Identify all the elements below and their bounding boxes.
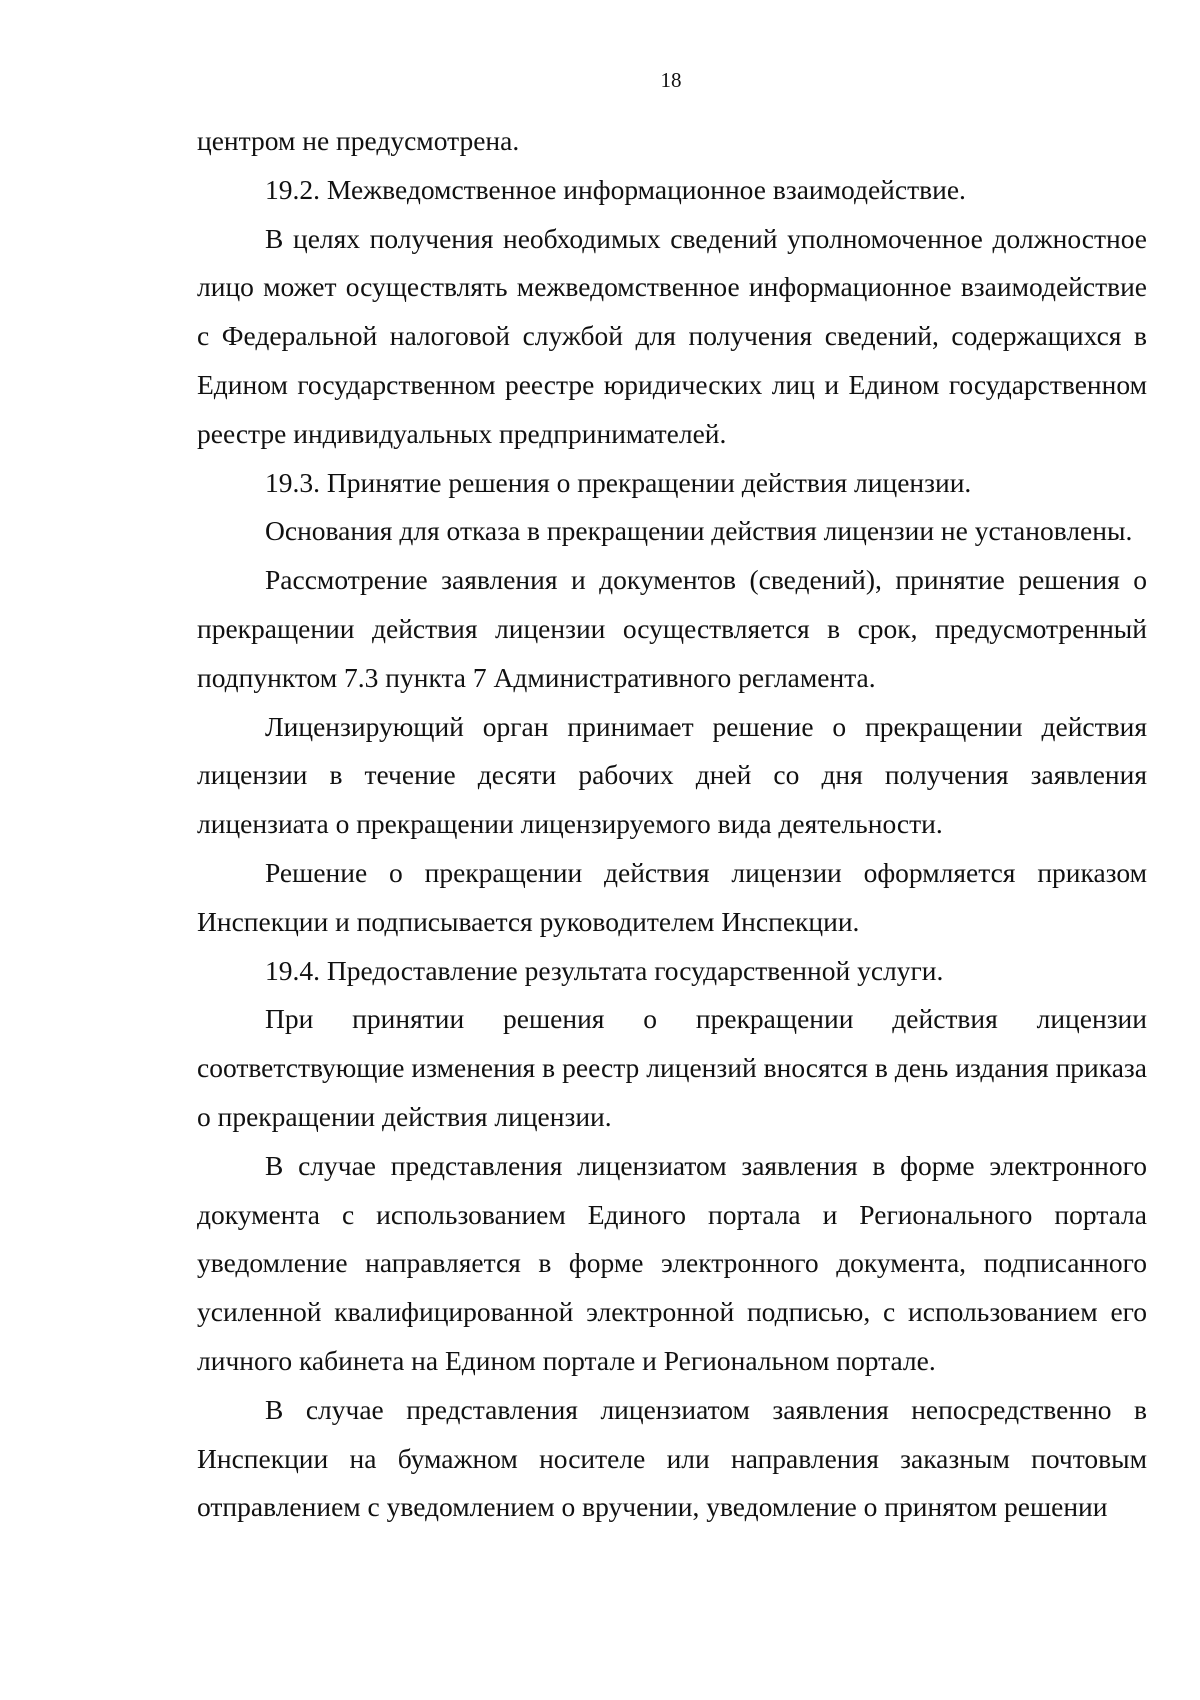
paragraph: 19.4. Предоставление результата государственной услуги. bbox=[265, 954, 944, 986]
paragraph: Рассмотрение заявления и документов (сведений), принятие решения о прекращении действия лицензии осуществляется в срок, предусмотренный подпунктом 7.3 пункта 7 Административного регламента. bbox=[197, 564, 1147, 693]
page-number: 18 bbox=[660, 68, 682, 92]
paragraph: 19.3. Принятие решения о прекращении действия лицензии. bbox=[265, 466, 972, 498]
paragraph: В случае представления лицензиатом заявления в форме электронного документа с использованием Единого портала и Регионального портала уведомление направляется в форме электронного документа, подписанного усиленной квалифицированной электронной подписью, с использованием его личного кабинета на Едином портале и Региональном портале. bbox=[197, 1149, 1147, 1376]
document-body bbox=[197, 117, 1147, 1532]
paragraph: При принятии решения о прекращении действия лицензии соответствующие изменения в реестр лицензий вносятся в день издания приказа о прекращении действия лицензии. bbox=[197, 1003, 1147, 1132]
paragraph: 19.2. Межведомственное информационное взаимодействие. bbox=[265, 173, 966, 205]
paragraph: Лицензирующий орган принимает решение о прекращении действия лицензии в течение десяти рабочих дней со дня получения заявления лицензиата о прекращении лицензируемого вида деятельности. bbox=[197, 710, 1147, 840]
paragraph: Решение о прекращении действия лицензии оформляется приказом Инспекции и подписывается руководителем Инспекции. bbox=[197, 856, 1147, 937]
paragraph: центром не предусмотрена. bbox=[197, 125, 520, 156]
paragraph: В случае представления лицензиатом заявления непосредственно в Инспекции на бумажном носителе или направления заказным почтовым отправлением с уведомлением о вручении, уведомление о принятом решении bbox=[197, 1393, 1147, 1523]
paragraph: Основания для отказа в прекращении действия лицензии не установлены. bbox=[265, 515, 1133, 547]
paragraph: В целях получения необходимых сведений уполномоченное должностное лицо может осуществлять межведомственное информационное взаимодействие с Федеральной налоговой службой для получения сведений, содержащихся в Едином государственном реестре юридических лиц и Едином государственном реестре индивидуальных предпринимателей. bbox=[197, 222, 1147, 449]
